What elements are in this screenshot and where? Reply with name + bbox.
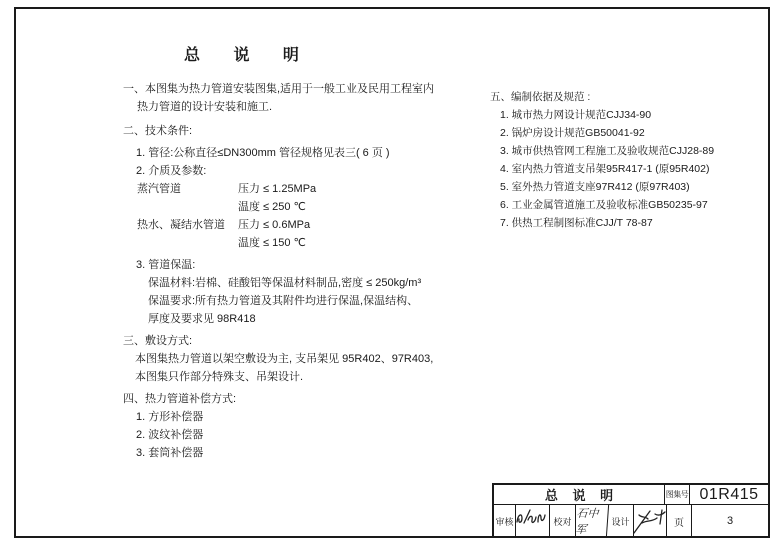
note-line: 2. 波纹补偿器 — [136, 429, 204, 441]
param-row — [123, 198, 495, 216]
page-title: 总 说 明 — [184, 47, 300, 64]
section-heading: 四、热力管道补偿方式: — [123, 393, 237, 405]
signature-scribble-icon — [513, 506, 553, 532]
section-heading: 二、技术条件: — [123, 125, 193, 137]
notes-right-column — [490, 88, 768, 232]
title-block — [492, 483, 770, 538]
note-line: 3. 管道保温: — [136, 259, 196, 271]
reference-item: 6. 工业金属管道施工及验收标准GB50235-97 — [500, 199, 708, 211]
section-heading: 三、敷设方式: — [123, 335, 193, 347]
note-line: 本图集热力管道以架空敷设为主, 支吊架见 95R402、97R403, — [135, 353, 434, 365]
note-line: 1. 方形补偿器 — [136, 411, 204, 423]
reference-item: 7. 供热工程制图标准CJJ/T 78-87 — [500, 217, 653, 229]
title-block-top-row — [494, 485, 768, 505]
param-label: 热水、凝结水管道 — [137, 219, 225, 231]
title-block-bottom-row — [494, 505, 768, 537]
note-line: 保温材料:岩棉、硅酸铝等保温材料制品,密度 ≤ 250kg/m³ — [148, 277, 422, 289]
atlas-number-label: 图集号 — [665, 485, 690, 504]
proofreader-name: 石中军 — [575, 505, 609, 537]
note-line: 一、本图集为热力管道安装图集,适用于一般工业及民用工程室内 — [123, 83, 435, 95]
param-value: 温度 ≤ 150 ℃ — [238, 237, 306, 249]
param-row — [123, 180, 495, 198]
note-line: 3. 套筒补偿器 — [136, 447, 204, 459]
reference-item: 2. 锅炉房设计规范GB50041-92 — [500, 127, 645, 139]
note-line: 1. 管径:公称直径≤DN300mm 管径规格见表三( 6 页 ) — [136, 147, 390, 159]
designer-signature — [634, 505, 667, 537]
proofreader-label: 校对 — [550, 505, 576, 537]
section-heading: 五、编制依据及规范 : — [490, 91, 591, 103]
note-line: 保温要求:所有热力管道及其附件均进行保温,保温结构、 — [148, 295, 419, 307]
note-line: 热力管道的设计安装和施工. — [137, 101, 273, 113]
drawing-title: 总 说 明 — [494, 485, 665, 504]
reference-item: 1. 城市热力网设计规范CJJ34-90 — [500, 109, 652, 121]
designer-label: 设计 — [608, 505, 634, 537]
note-line: 本图集只作部分特殊支、吊架设计. — [135, 371, 304, 383]
note-line: 厚度及要求见 98R418 — [148, 313, 256, 325]
param-value: 压力 ≤ 1.25MPa — [238, 183, 317, 195]
atlas-number: 01R415 — [699, 485, 759, 503]
reference-item: 5. 室外热力管道支座97R412 (原97R403) — [500, 181, 690, 193]
reference-item: 3. 城市供热管网工程施工及验收规范CJJ28-89 — [500, 145, 715, 157]
param-row — [123, 216, 495, 234]
param-value: 温度 ≤ 250 ℃ — [238, 201, 306, 213]
notes-left-column — [123, 80, 495, 462]
reviewer-signature — [516, 505, 550, 537]
param-label: 蒸汽管道 — [137, 183, 181, 195]
note-line: 2. 介质及参数: — [136, 165, 207, 177]
signature-scribble-icon — [631, 506, 671, 536]
param-value: 压力 ≤ 0.6MPa — [238, 219, 311, 231]
page-number-label: 页 — [667, 505, 692, 537]
param-row — [123, 234, 495, 252]
reviewer-label: 审核 — [494, 505, 516, 537]
page-number: 3 — [726, 515, 734, 527]
reference-item: 4. 室内热力管道支吊架95R417-1 (原95R402) — [500, 163, 710, 175]
